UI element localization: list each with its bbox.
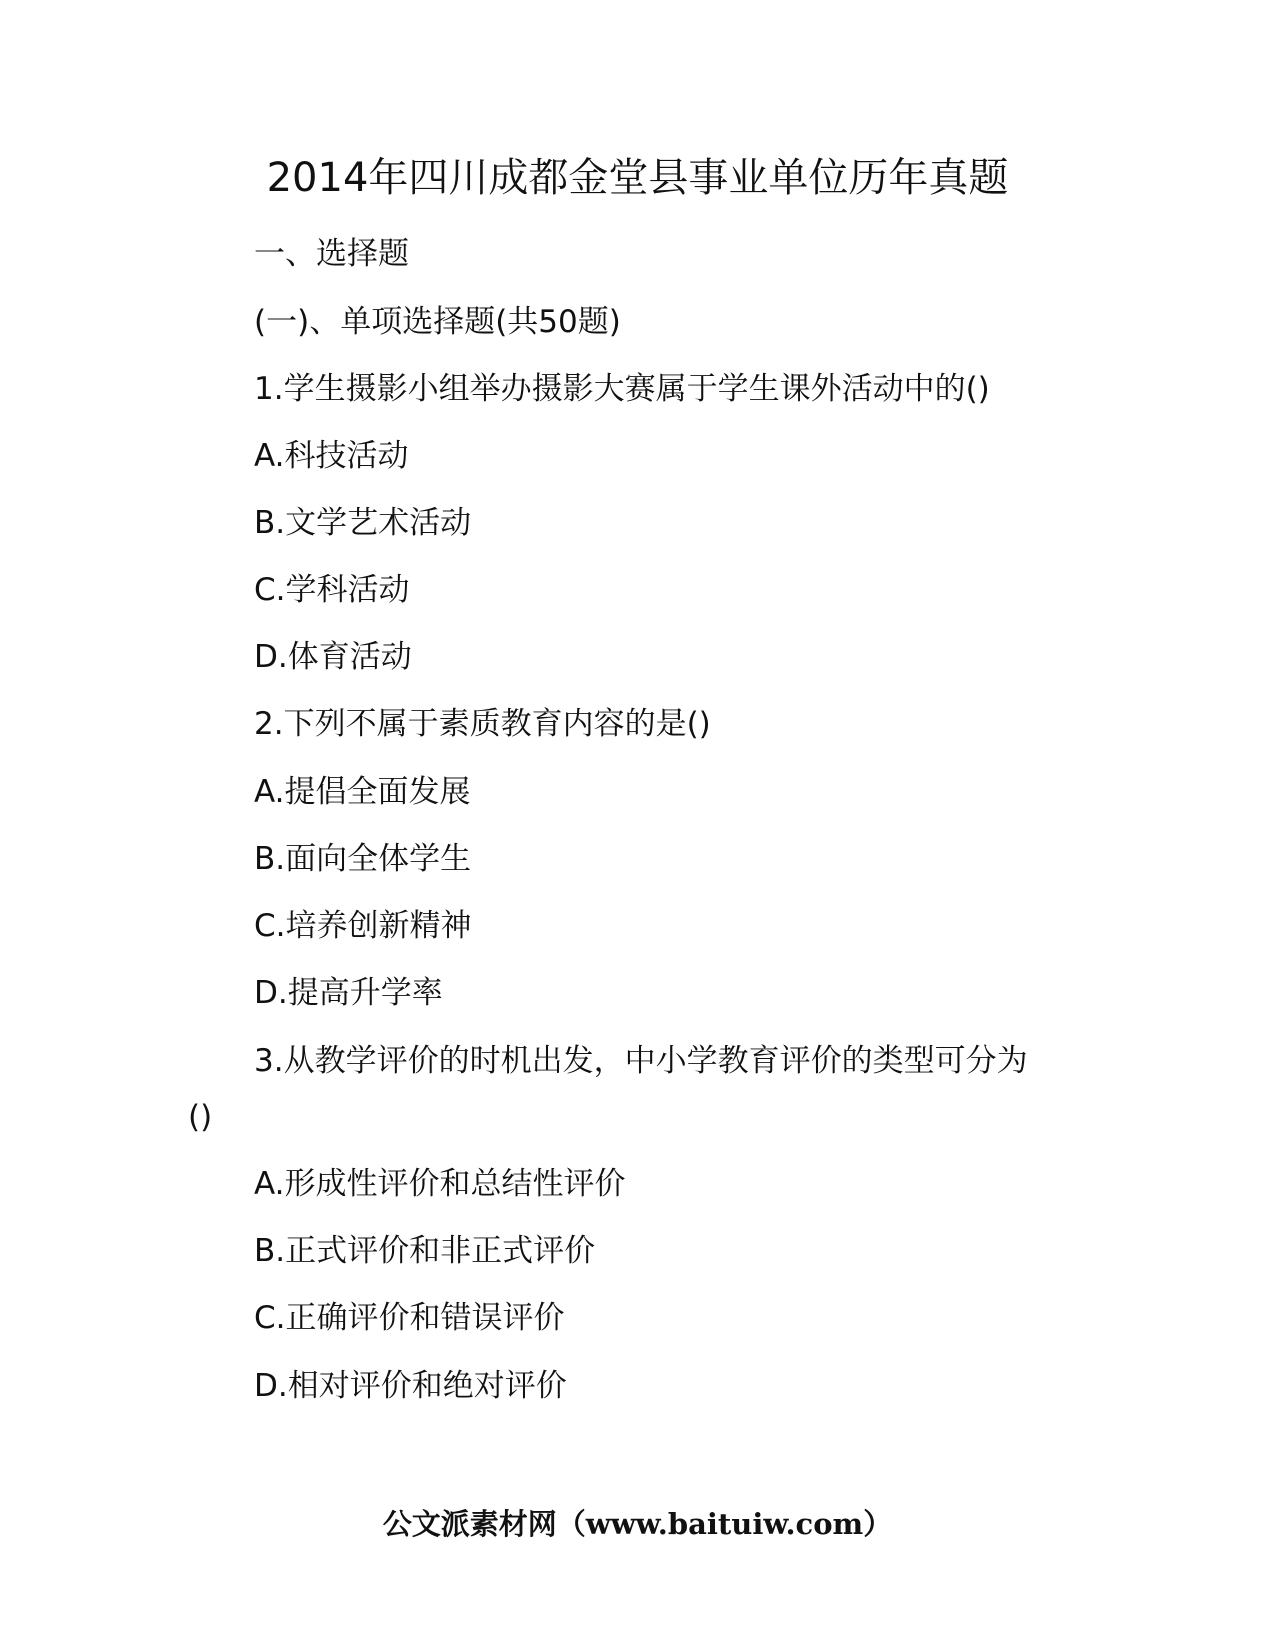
page-footer: 公文派素材网（www.baituiw.com） <box>382 1507 893 1541</box>
subsection-heading: (一)、单项选择题(共50题) <box>254 304 621 340</box>
question-1-option-d: D.体育活动 <box>254 639 412 675</box>
question-3-option-d: D.相对评价和绝对评价 <box>254 1368 567 1404</box>
question-3-stem: 3.从教学评价的时机出发，中小学教育评价的类型可分为 <box>254 1043 1028 1079</box>
question-2-option-b: B.面向全体学生 <box>254 841 472 877</box>
question-1-option-c: C.学科活动 <box>254 572 410 608</box>
question-3-option-b: B.正式评价和非正式评价 <box>254 1233 596 1269</box>
section-heading: 一、选择题 <box>254 236 409 272</box>
document-title: 2014年四川成都金堂县事业单位历年真题 <box>266 155 1009 201</box>
question-2-option-d: D.提高升学率 <box>254 975 443 1011</box>
question-2-option-a: A.提倡全面发展 <box>254 774 471 810</box>
question-1-option-a: A.科技活动 <box>254 438 409 474</box>
question-2-stem: 2.下列不属于素质教育内容的是() <box>254 706 711 742</box>
question-1-stem: 1.学生摄影小组举办摄影大赛属于学生课外活动中的() <box>254 371 990 407</box>
question-3-option-a: A.形成性评价和总结性评价 <box>254 1166 626 1202</box>
question-2-option-c: C.培养创新精神 <box>254 908 472 944</box>
question-3-stem-continuation: () <box>188 1099 213 1135</box>
question-1-option-b: B.文学艺术活动 <box>254 505 472 541</box>
question-3-option-c: C.正确评价和错误评价 <box>254 1300 565 1336</box>
